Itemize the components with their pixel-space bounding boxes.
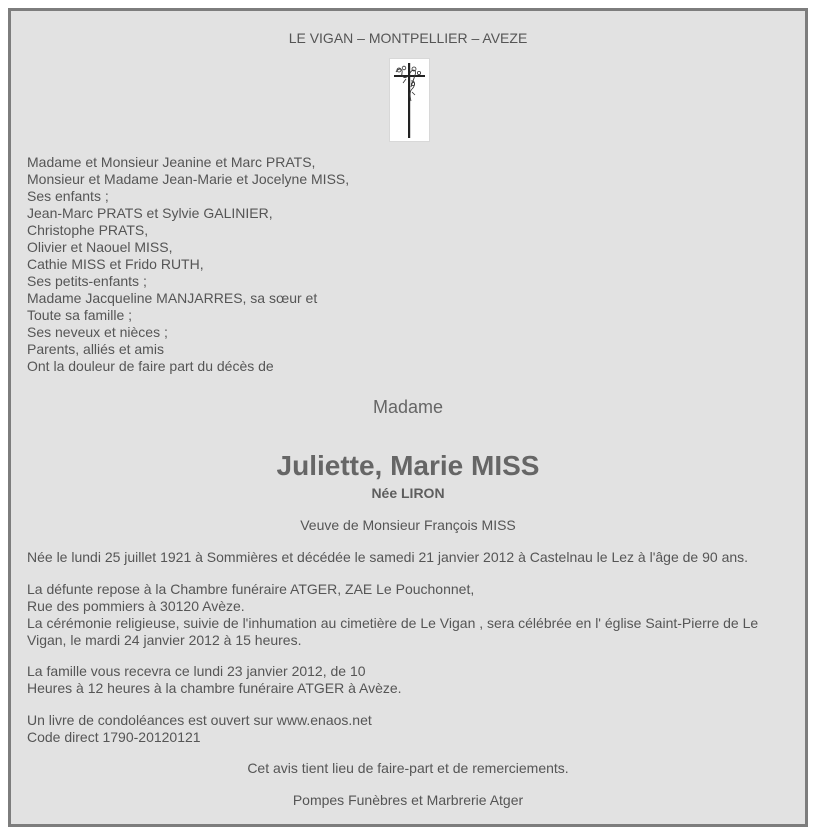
family-line: Ses neveux et nièces ; — [27, 324, 168, 340]
reception-paragraph — [27, 663, 797, 697]
repose-address: Rue des pommiers à 30120 Avèze. — [27, 598, 245, 614]
deceased-name: Juliette, Marie MISS — [276, 450, 540, 481]
notice-line: Cet avis tient lieu de faire-part et de remerciements. — [247, 760, 569, 776]
reception-line: La famille vous recevra ce lundi 23 janvier 2012, de 10 — [27, 663, 366, 679]
location-header: LE VIGAN – MONTPELLIER – AVEZE — [288, 30, 528, 46]
family-line: Cathie MISS et Frido RUTH, — [27, 256, 204, 272]
deceased-title: Madame — [372, 397, 444, 417]
birth-death-paragraph: Née le lundi 25 juillet 1921 à Sommières et décédée le samedi 21 janvier 2012 à Castelnau le Lez à l'âge de 90 ans. — [27, 549, 749, 565]
family-line: Ont la douleur de faire part du décès de — [27, 358, 274, 374]
reception-line: Heures à 12 heures à la chambre funéraire ATGER à Avèze. — [27, 680, 402, 696]
family-line: Monsieur et Madame Jean-Marie et Jocelyne MISS, — [27, 171, 350, 187]
family-line: Ses enfants ; — [27, 188, 109, 204]
family-line: Toute sa famille ; — [27, 307, 133, 323]
family-line: Parents, alliés et amis — [27, 341, 164, 357]
condolences-line: Un livre de condoléances est ouvert sur www.enaos.net — [27, 712, 372, 728]
family-list — [27, 154, 349, 375]
cross-with-flowers-icon — [390, 59, 429, 141]
obituary-card — [8, 8, 808, 827]
family-line: Jean-Marc PRATS et Sylvie GALINIER, — [27, 205, 273, 221]
repose-line: La défunte repose à la Chambre funéraire ATGER, ZAE Le Pouchonnet, — [27, 581, 475, 597]
family-line: Ses petits-enfants ; — [27, 273, 147, 289]
family-line: Christophe PRATS, — [27, 222, 149, 238]
repose-ceremony-paragraph — [27, 581, 797, 649]
family-line: Olivier et Naouel MISS, — [27, 239, 173, 255]
condolences-paragraph — [27, 712, 797, 746]
family-line: Madame et Monsieur Jeanine et Marc PRATS, — [27, 154, 316, 170]
maiden-name: Née LIRON — [371, 485, 445, 501]
widow-line: Veuve de Monsieur François MISS — [300, 517, 516, 533]
ceremony-text: La cérémonie religieuse, suivie de l'inhumation au cimetière de Le Vigan , sera célébrée en l' église Saint-Pierre de Le Vigan, le mardi 24 janvier 2012 à 15 heures. — [27, 615, 759, 648]
funeral-home-line: Pompes Funèbres et Marbrerie Atger — [292, 792, 524, 808]
cross-drawing — [390, 59, 429, 141]
family-line: Madame Jacqueline MANJARRES, sa sœur et — [27, 290, 318, 306]
condolences-code: Code direct 1790-20120121 — [27, 729, 201, 745]
